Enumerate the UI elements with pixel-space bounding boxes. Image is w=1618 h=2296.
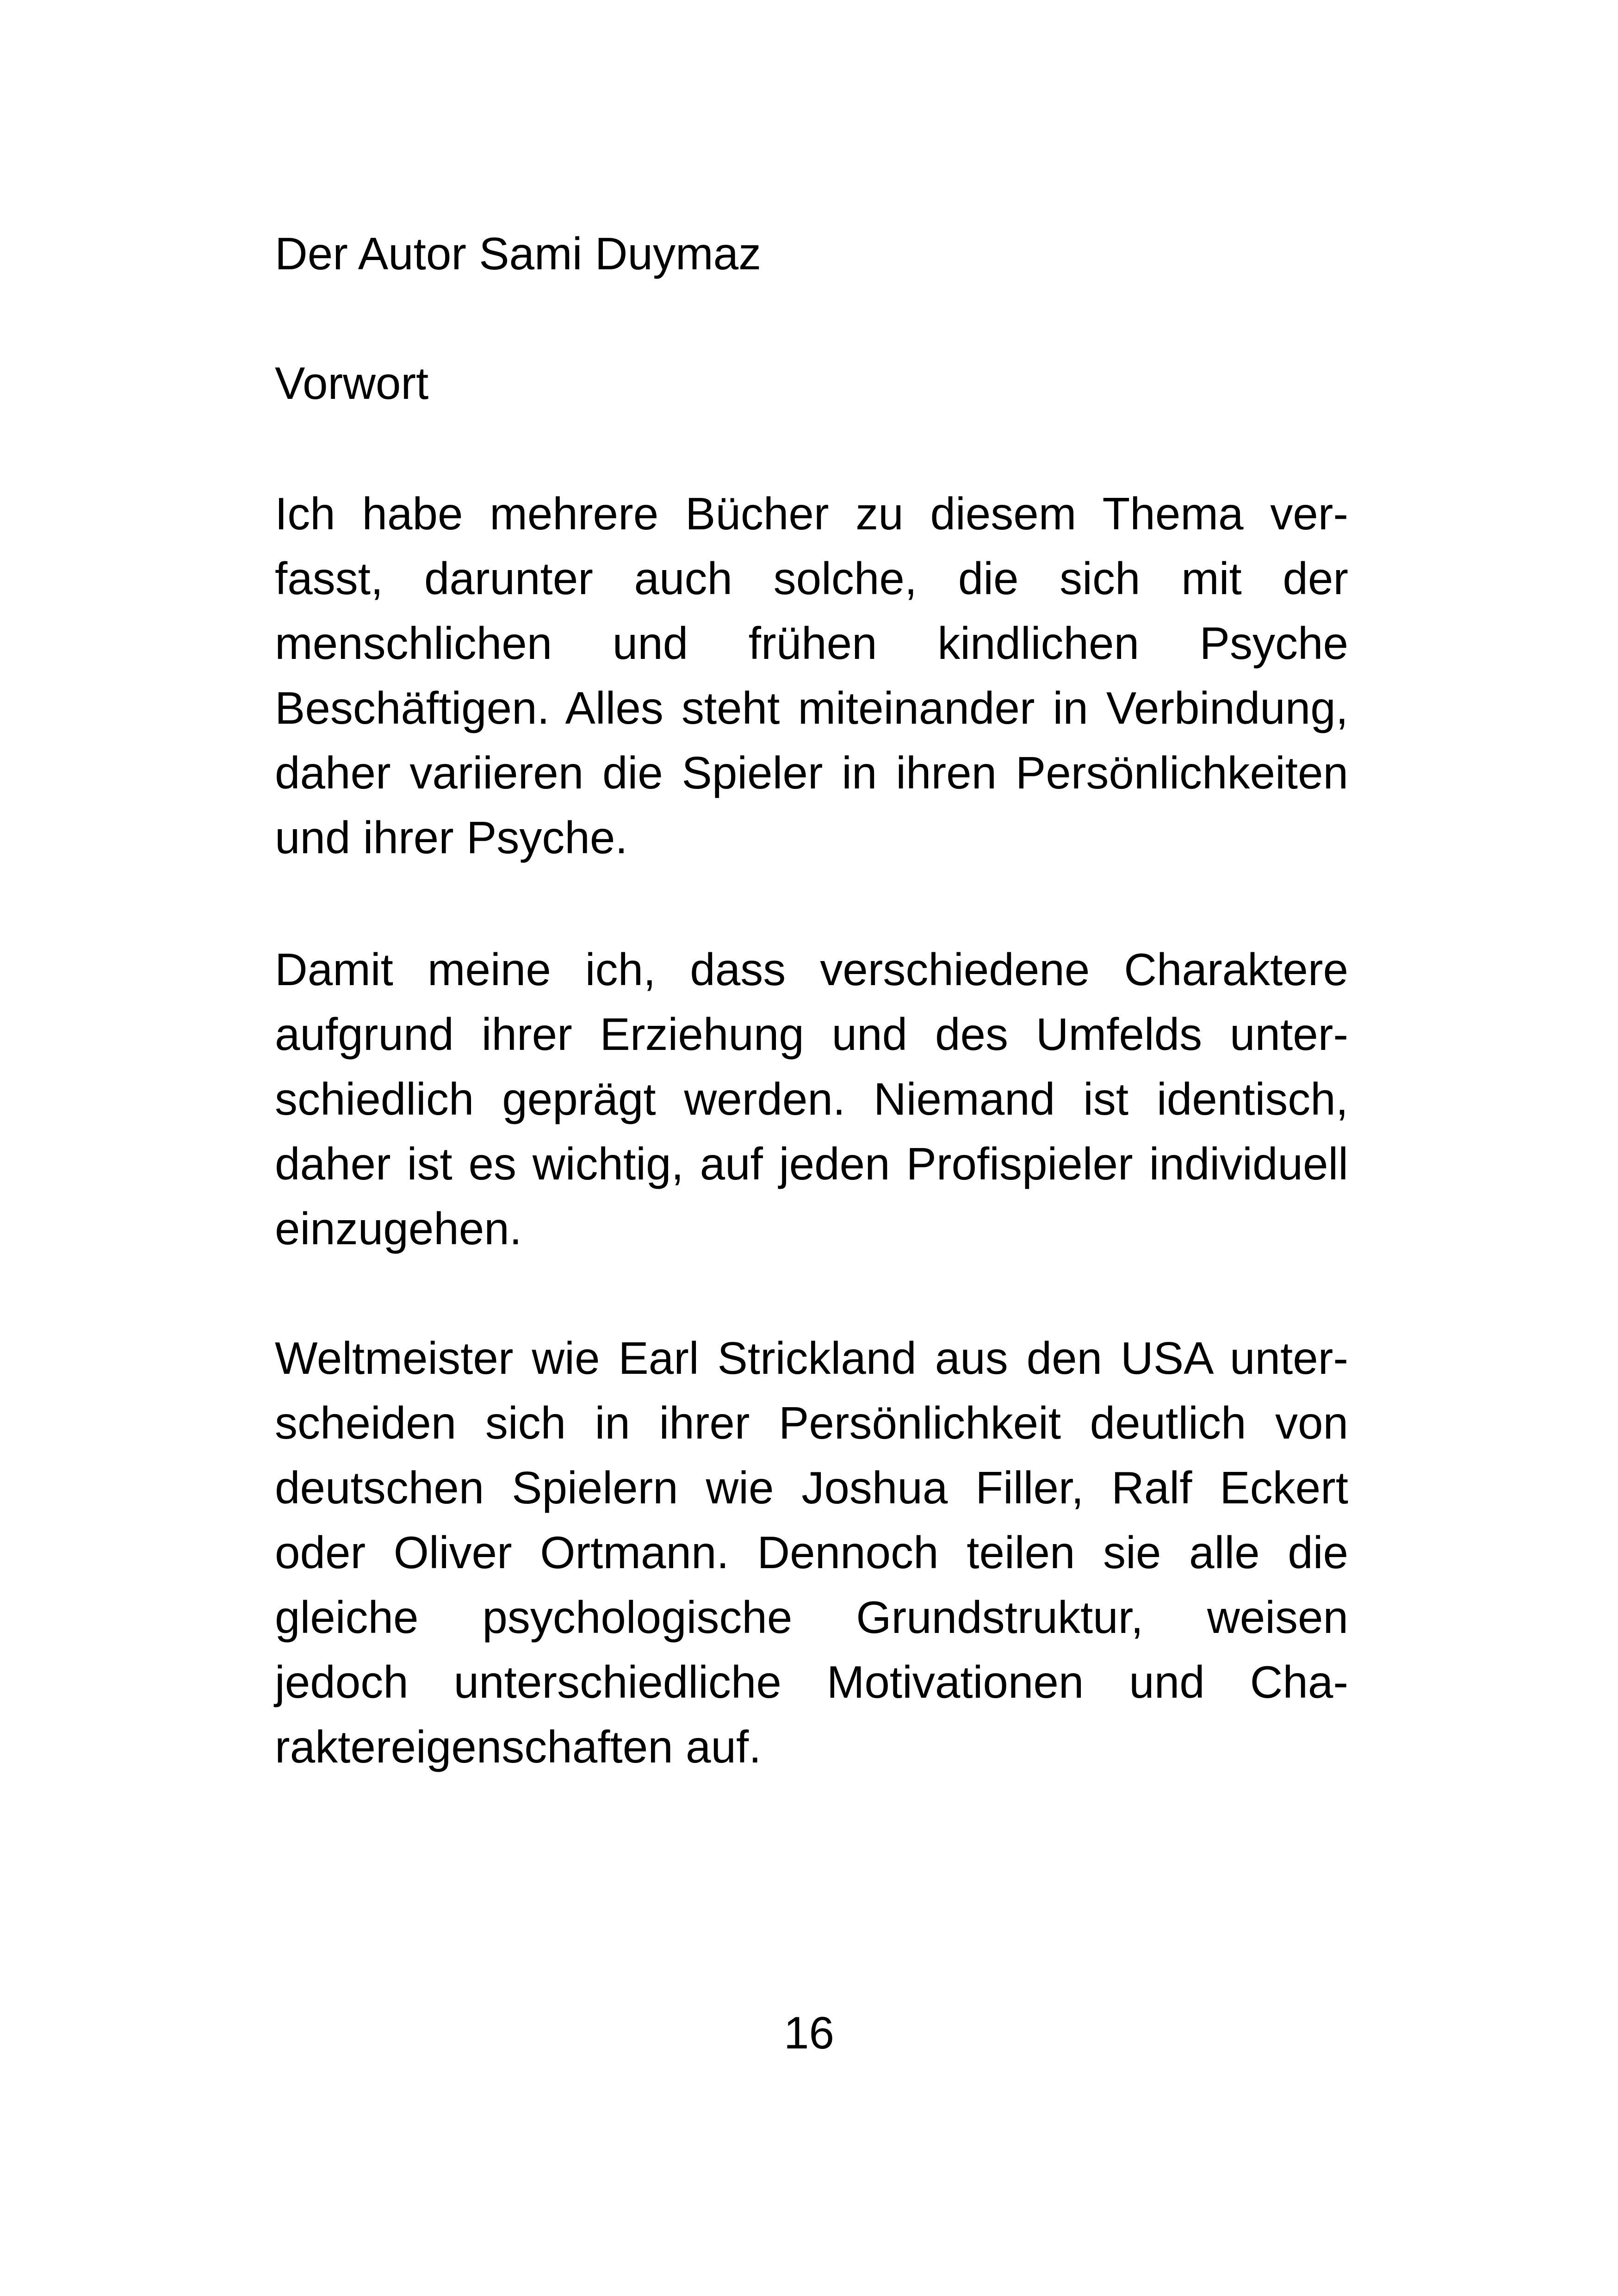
author-line: Der Autor Sami Duymaz (275, 228, 762, 279)
paragraph-line: Ich habe mehrere Bücher zu diesem Thema ver- (275, 488, 1348, 539)
paragraph-line: menschlichen und frühen kindlichen Psyche (275, 618, 1348, 669)
paragraph-line: Damit meine ich, dass verschiedene Charaktere (275, 944, 1348, 995)
paragraph-line: scheiden sich in ihrer Persönlichkeit deutlich von (275, 1397, 1348, 1448)
paragraph-line: aufgrund ihrer Erziehung und des Umfelds unter- (275, 1009, 1348, 1060)
section-title: Vorwort (275, 358, 429, 409)
paragraph-line: oder Oliver Ortmann. Dennoch teilen sie alle die (275, 1527, 1348, 1578)
paragraph-line: daher ist es wichtig, auf jeden Profispieler individuell (275, 1138, 1348, 1189)
paragraph-line: jedoch unterschiedliche Motivationen und Cha- (275, 1657, 1348, 1707)
paragraph-line: deutschen Spielern wie Joshua Filler, Ralf Eckert (275, 1462, 1348, 1513)
paragraph-line: einzugehen. (275, 1203, 522, 1254)
paragraph-line: fasst, darunter auch solche, die sich mit der (275, 553, 1348, 604)
paragraph-line: Weltmeister wie Earl Strickland aus den USA unter- (275, 1333, 1348, 1384)
paragraph-line: daher variieren die Spieler in ihren Persönlichkeiten (275, 747, 1348, 798)
paragraph-line: gleiche psychologische Grundstruktur, weisen (275, 1592, 1348, 1643)
paragraph-line: Beschäftigen. Alles steht miteinander in Verbindung, (275, 683, 1348, 733)
paragraph-line: schiedlich geprägt werden. Niemand ist identisch, (275, 1074, 1348, 1124)
paragraph-line: und ihrer Psyche. (275, 812, 628, 863)
page-number: 16 (783, 2007, 834, 2058)
paragraph-line: raktereigenschaften auf. (275, 1721, 762, 1772)
